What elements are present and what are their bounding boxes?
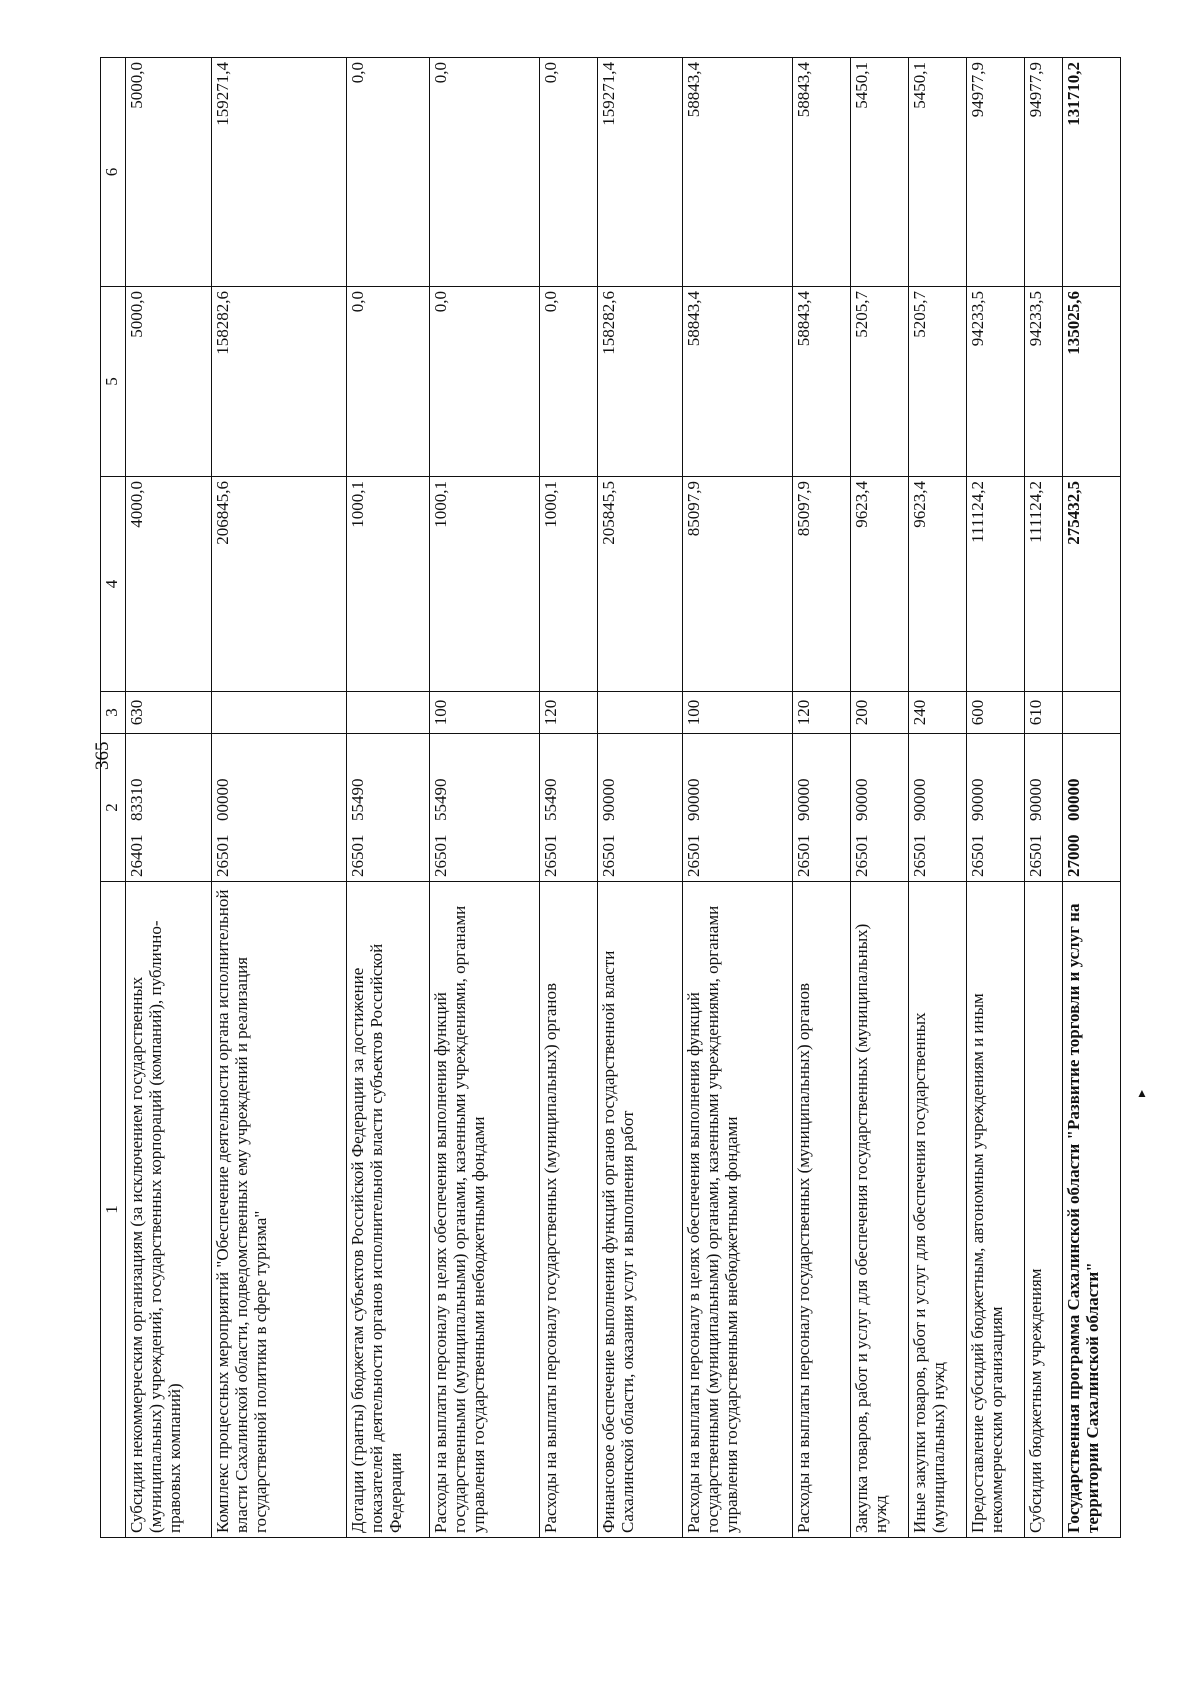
row-name: Дотации (гранты) бюджетам субъектов Российской Федерации за достижение показателей деятельности органов исполнительной власти субъектов Российской Федерации	[347, 882, 430, 1538]
code-program: 26501	[684, 834, 703, 877]
value-col5: 0,0	[347, 287, 430, 477]
value-col4: 85097,9	[793, 477, 851, 692]
code-program: 26501	[1026, 834, 1045, 877]
value-col5: 158282,6	[598, 287, 683, 477]
expense-type: 100	[430, 692, 540, 734]
table-row	[683, 58, 793, 1538]
value-col6: 131710,2	[1063, 58, 1121, 287]
value-col6: 0,0	[540, 58, 598, 287]
code-direction: 83310	[127, 778, 146, 821]
table-row	[793, 58, 851, 1538]
code-direction: 90000	[599, 778, 618, 821]
value-col5: 0,0	[430, 287, 540, 477]
table-row-total	[1063, 58, 1121, 1538]
row-name: Расходы на выплаты персоналу в целях обеспечения выполнения функций государственными (муниципальными) органами, казенными учреждениями, органами управления государственными внебюджетными фондами	[430, 882, 540, 1538]
column-header: 5	[101, 287, 126, 477]
header-row	[101, 58, 126, 1538]
code-direction: 90000	[910, 778, 929, 821]
code-direction: 90000	[794, 778, 813, 821]
code-program: 26501	[541, 834, 560, 877]
value-col5: 58843,4	[683, 287, 793, 477]
row-code	[851, 734, 909, 882]
table-row	[212, 58, 347, 1538]
value-col5: 94233,5	[967, 287, 1025, 477]
code-program: 26501	[852, 834, 871, 877]
row-code	[347, 734, 430, 882]
value-col4: 1000,1	[540, 477, 598, 692]
value-col4: 1000,1	[347, 477, 430, 692]
code-direction: 90000	[852, 778, 871, 821]
value-col4: 85097,9	[683, 477, 793, 692]
row-code	[793, 734, 851, 882]
column-header: 6	[101, 58, 126, 287]
expense-type: 600	[967, 692, 1025, 734]
row-name: Расходы на выплаты персоналу в целях обеспечения выполнения функций государственными (муниципальными) органами, казенными учреждениями, органами управления государственными внебюджетными фондами	[683, 882, 793, 1538]
expense-type	[347, 692, 430, 734]
code-direction: 55490	[348, 778, 367, 821]
expense-type: 120	[793, 692, 851, 734]
row-code	[683, 734, 793, 882]
row-code	[1025, 734, 1063, 882]
value-col6: 58843,4	[683, 58, 793, 287]
row-name: Закупка товаров, работ и услуг для обеспечения государственных (муниципальных) нужд	[851, 882, 909, 1538]
value-col6: 159271,4	[212, 58, 347, 287]
table-row	[430, 58, 540, 1538]
expense-type: 100	[683, 692, 793, 734]
code-direction: 90000	[684, 778, 703, 821]
rotated-page	[100, 58, 1103, 1538]
table-row	[598, 58, 683, 1538]
value-col5: 5205,7	[851, 287, 909, 477]
code-program: 26501	[968, 834, 987, 877]
code-program: 26501	[431, 834, 450, 877]
budget-table	[100, 57, 1121, 1538]
row-code	[212, 734, 347, 882]
row-name: Иные закупки товаров, работ и услуг для обеспечения государственных (муниципальных) нужд	[909, 882, 967, 1538]
page-number: 365	[92, 741, 113, 770]
code-program: 26501	[213, 834, 232, 877]
code-direction: 90000	[1026, 778, 1045, 821]
row-code	[1063, 734, 1121, 882]
value-col4: 9623,4	[909, 477, 967, 692]
code-program: 26401	[127, 834, 146, 877]
value-col4: 4000,0	[126, 477, 212, 692]
value-col5: 0,0	[540, 287, 598, 477]
column-header: 1	[101, 882, 126, 1538]
code-program: 26501	[794, 834, 813, 877]
value-col4: 275432,5	[1063, 477, 1121, 692]
row-code	[540, 734, 598, 882]
row-code	[598, 734, 683, 882]
value-col6: 0,0	[347, 58, 430, 287]
value-col6: 5450,1	[851, 58, 909, 287]
value-col4: 1000,1	[430, 477, 540, 692]
row-name: Субсидии бюджетным учреждениям	[1025, 882, 1063, 1538]
value-col6: 94977,9	[967, 58, 1025, 287]
column-header: 2	[101, 734, 126, 882]
column-header: 4	[101, 477, 126, 692]
code-direction: 00000	[213, 778, 232, 821]
row-code	[909, 734, 967, 882]
table-row	[540, 58, 598, 1538]
value-col5: 135025,6	[1063, 287, 1121, 477]
value-col5: 158282,6	[212, 287, 347, 477]
table-row	[851, 58, 909, 1538]
code-direction: 55490	[431, 778, 450, 821]
row-name: Комплекс процессных мероприятий "Обеспечение деятельности органа исполнительной власти Сахалинской области, подведомственных ему учреждений и реализация государственной политики в сфере туризма"	[212, 882, 347, 1538]
value-col6: 5450,1	[909, 58, 967, 287]
column-header: 3	[101, 692, 126, 734]
row-code	[967, 734, 1025, 882]
code-direction: 55490	[541, 778, 560, 821]
row-code	[430, 734, 540, 882]
value-col5: 58843,4	[793, 287, 851, 477]
row-name: Расходы на выплаты персоналу государственных (муниципальных) органов	[540, 882, 598, 1538]
table-row	[909, 58, 967, 1538]
value-col6: 159271,4	[598, 58, 683, 287]
expense-type: 610	[1025, 692, 1063, 734]
value-col5: 94233,5	[1025, 287, 1063, 477]
row-name: Государственная программа Сахалинской области "Развитие торговли и услуг на территории Сахалинской области"	[1063, 882, 1121, 1538]
code-direction: 90000	[968, 778, 987, 821]
code-program: 26501	[599, 834, 618, 877]
stray-mark: ▲	[1136, 1086, 1148, 1100]
value-col4: 205845,5	[598, 477, 683, 692]
row-name: Субсидии некоммерческим организациям (за исключением государственных (муниципальных) учреждений, государственных корпораций (компаний), публично-правовых компаний)	[126, 882, 212, 1538]
row-code	[126, 734, 212, 882]
value-col4: 206845,6	[212, 477, 347, 692]
value-col4: 9623,4	[851, 477, 909, 692]
value-col5: 5205,7	[909, 287, 967, 477]
expense-type	[1063, 692, 1121, 734]
value-col4: 111124,2	[1025, 477, 1063, 692]
row-name: Финансовое обеспечение выполнения функций органов государственной власти Сахалинской области, оказания услуг и выполнения работ	[598, 882, 683, 1538]
code-program: 27000	[1064, 834, 1083, 877]
value-col6: 94977,9	[1025, 58, 1063, 287]
expense-type: 120	[540, 692, 598, 734]
value-col5: 5000,0	[126, 287, 212, 477]
table-row	[347, 58, 430, 1538]
code-direction: 00000	[1064, 778, 1083, 821]
row-name: Предоставление субсидий бюджетным, автономным учреждениям и иным некоммерческим организациям	[967, 882, 1025, 1538]
expense-type	[212, 692, 347, 734]
value-col6: 5000,0	[126, 58, 212, 287]
expense-type: 200	[851, 692, 909, 734]
value-col6: 58843,4	[793, 58, 851, 287]
value-col4: 111124,2	[967, 477, 1025, 692]
expense-type	[598, 692, 683, 734]
table-row	[1025, 58, 1063, 1538]
table-row	[126, 58, 212, 1538]
table-row	[967, 58, 1025, 1538]
expense-type: 240	[909, 692, 967, 734]
code-program: 26501	[910, 834, 929, 877]
value-col6: 0,0	[430, 58, 540, 287]
expense-type: 630	[126, 692, 212, 734]
row-name: Расходы на выплаты персоналу государственных (муниципальных) органов	[793, 882, 851, 1538]
code-program: 26501	[348, 834, 367, 877]
